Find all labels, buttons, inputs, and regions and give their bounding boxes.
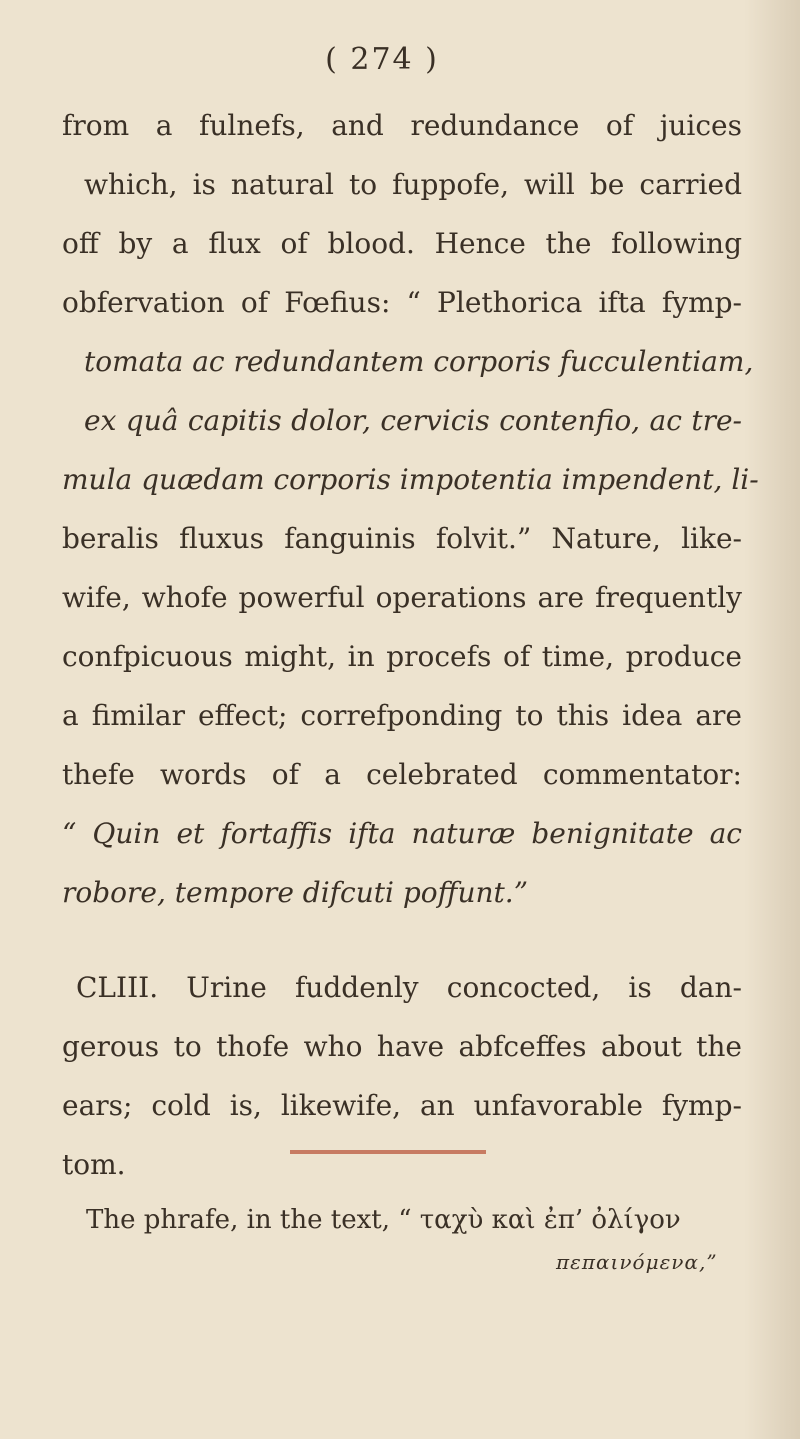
text-line: “ Quin et fortaffis ifta naturæ benignitate ac <box>62 817 742 850</box>
text-line: from a fulnefs, and redundance of juices <box>62 109 742 142</box>
section-divider <box>290 1150 486 1154</box>
text-line: tomata ac redundantem corporis fucculentiam, <box>84 345 754 378</box>
text-line: robore, tempore difcuti poffunt.” <box>62 876 529 909</box>
footnote-line: The phrafe, in the text, “ ταχὺ καὶ ἐπ’ ὀλίγον <box>86 1205 681 1235</box>
footnote <box>86 1198 746 1274</box>
text-line: tom. <box>62 1148 126 1181</box>
text-line: thefe words of a celebrated commentator: <box>62 758 742 791</box>
text-line: a fimilar effect; correfponding to this idea are <box>62 699 742 732</box>
text-line: ears; cold is, likewife, an unfavorable fymp- <box>62 1089 742 1122</box>
text-line: obfervation of Fœfius: “ Plethorica ifta fymp- <box>62 286 742 319</box>
footnote-greek: πεπαινόμενα,” <box>556 1250 718 1274</box>
text-line: gerous to thofe who have abfceffes about the <box>62 1030 742 1063</box>
text-line: confpicuous might, in procefs of time, produce <box>62 640 742 673</box>
text-line: mula quædam corporis impotentia impendent, li- <box>62 463 759 496</box>
text-line: which, is natural to fuppofe, will be carried <box>84 168 742 201</box>
body-text <box>62 96 759 1194</box>
text-line: wife, whofe powerful operations are frequently <box>62 581 742 614</box>
text-line: beralis fluxus fanguinis folvit.” Nature, like- <box>62 522 742 555</box>
page-number: ( 274 ) <box>325 42 439 77</box>
paragraph-gap <box>62 922 742 958</box>
text-line: ex quâ capitis dolor, cervicis contenfio, ac tre- <box>84 404 742 437</box>
text-line: off by a flux of blood. Hence the following <box>62 227 742 260</box>
text-line: CLIII. Urine fuddenly concocted, is dan- <box>76 971 742 1004</box>
